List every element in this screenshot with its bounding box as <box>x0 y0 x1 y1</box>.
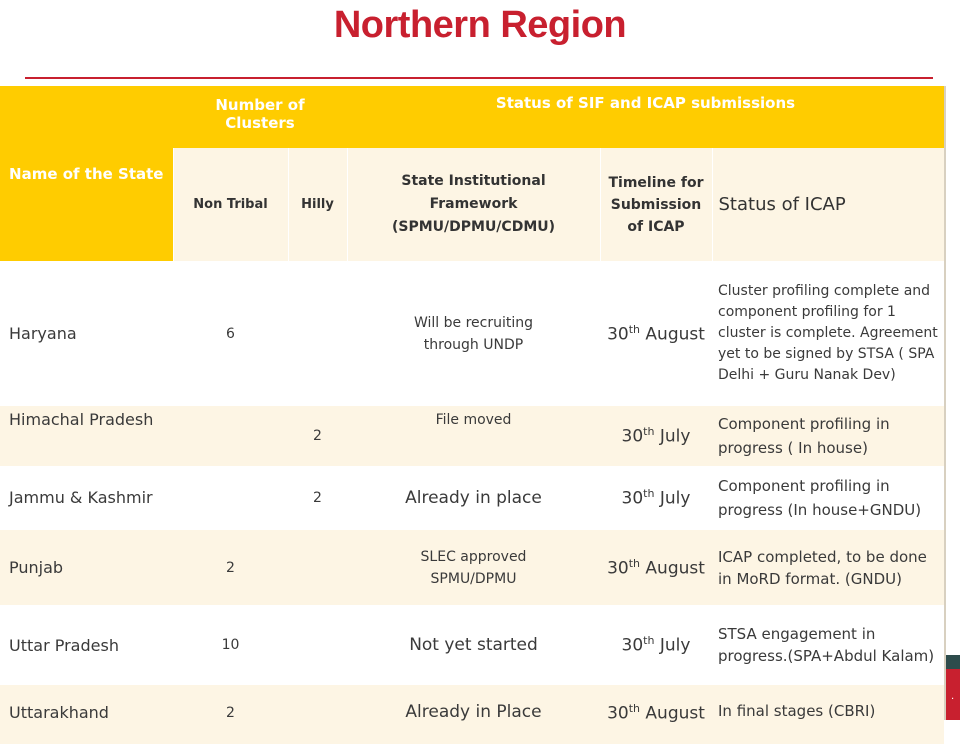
hilly-count <box>288 606 347 684</box>
timeline-suffix: th <box>643 425 655 439</box>
timeline-suffix: th <box>628 702 641 715</box>
timeline-day: 30 <box>607 558 629 579</box>
state-name: Himachal Pradesh <box>0 405 173 467</box>
region-status-table <box>0 86 944 744</box>
timeline-suffix: th <box>643 487 655 501</box>
timeline-suffix: th <box>643 634 655 648</box>
hilly-count <box>288 529 347 606</box>
timeline-month: July <box>659 635 691 656</box>
state-name: Uttar Pradesh <box>0 606 173 684</box>
sif-status: Will be recruiting through UNDP <box>347 262 600 405</box>
icap-status: Component profiling in progress (In house+GNDU) <box>712 467 944 529</box>
icap-status: In final stages (CBRI) <box>712 684 944 744</box>
non-tribal-count: 10 <box>173 606 288 684</box>
header-state: Name of the State <box>0 86 173 262</box>
state-name: Jammu & Kashmir <box>0 467 173 529</box>
sif-status: Already in place <box>347 467 600 529</box>
icap-timeline <box>600 606 712 684</box>
timeline-month: August <box>645 703 705 724</box>
non-tribal-count <box>173 467 288 529</box>
hilly-count <box>288 684 347 744</box>
table-row <box>0 529 944 606</box>
header-sif: State Institutional Framework (SPMU/DPMU/CDMU) <box>347 148 600 262</box>
header-non-tribal: Non Tribal <box>173 148 288 262</box>
timeline-day: 30 <box>621 488 644 509</box>
title-divider <box>25 77 933 79</box>
timeline-month: August <box>645 558 705 579</box>
icap-timeline <box>600 529 712 606</box>
table-row <box>0 405 944 467</box>
hilly-count <box>288 262 347 405</box>
non-tribal-count: 2 <box>173 529 288 606</box>
header-icap-status: Status of ICAP <box>712 148 944 262</box>
hilly-count: 2 <box>288 405 347 467</box>
non-tribal-count: 2 <box>173 684 288 744</box>
right-edge-accent <box>944 86 946 720</box>
header-hilly: Hilly <box>288 148 347 262</box>
timeline-day: 30 <box>621 426 644 447</box>
non-tribal-count <box>173 405 288 467</box>
header-clusters: Number of Clusters <box>173 86 347 148</box>
icap-status: Component profiling in progress ( In house) <box>712 405 944 467</box>
icap-timeline <box>600 405 712 467</box>
state-name: Haryana <box>0 262 173 405</box>
non-tribal-count: 6 <box>173 262 288 405</box>
timeline-suffix: th <box>628 556 641 570</box>
header-status-group: Status of SIF and ICAP submissions <box>347 86 944 148</box>
timeline-month: July <box>659 488 691 509</box>
corner-dot: · <box>951 694 955 705</box>
icap-status: Cluster profiling complete and component profiling for 1 cluster is complete. Agreement yet to be signed by STSA ( SPA Delhi + Guru Nanak Dev) <box>712 262 944 405</box>
timeline-day: 30 <box>607 703 629 724</box>
icap-timeline <box>600 467 712 529</box>
table-row <box>0 684 944 744</box>
timeline-month: July <box>659 426 691 447</box>
timeline-suffix: th <box>628 322 641 336</box>
sif-status: Already in Place <box>347 684 600 744</box>
table-row <box>0 262 944 405</box>
table-row <box>0 467 944 529</box>
icap-timeline <box>600 262 712 405</box>
state-name: Uttarakhand <box>0 684 173 744</box>
sif-status: File moved <box>347 405 600 467</box>
table-row <box>0 606 944 684</box>
timeline-month: August <box>645 324 705 345</box>
sif-status: SLEC approved SPMU/DPMU <box>347 529 600 606</box>
timeline-day: 30 <box>621 635 644 656</box>
sif-status: Not yet started <box>347 606 600 684</box>
hilly-count: 2 <box>288 467 347 529</box>
icap-status: STSA engagement in progress.(SPA+Abdul Kalam) <box>712 606 944 684</box>
header-timeline: Timeline for Submission of ICAP <box>600 148 712 262</box>
icap-timeline <box>600 684 712 744</box>
icap-status: ICAP completed, to be done in MoRD format. (GNDU) <box>712 529 944 606</box>
state-name: Punjab <box>0 529 173 606</box>
timeline-day: 30 <box>607 324 629 345</box>
slide-title: Northern Region <box>333 4 627 46</box>
corner-decoration <box>946 655 960 720</box>
